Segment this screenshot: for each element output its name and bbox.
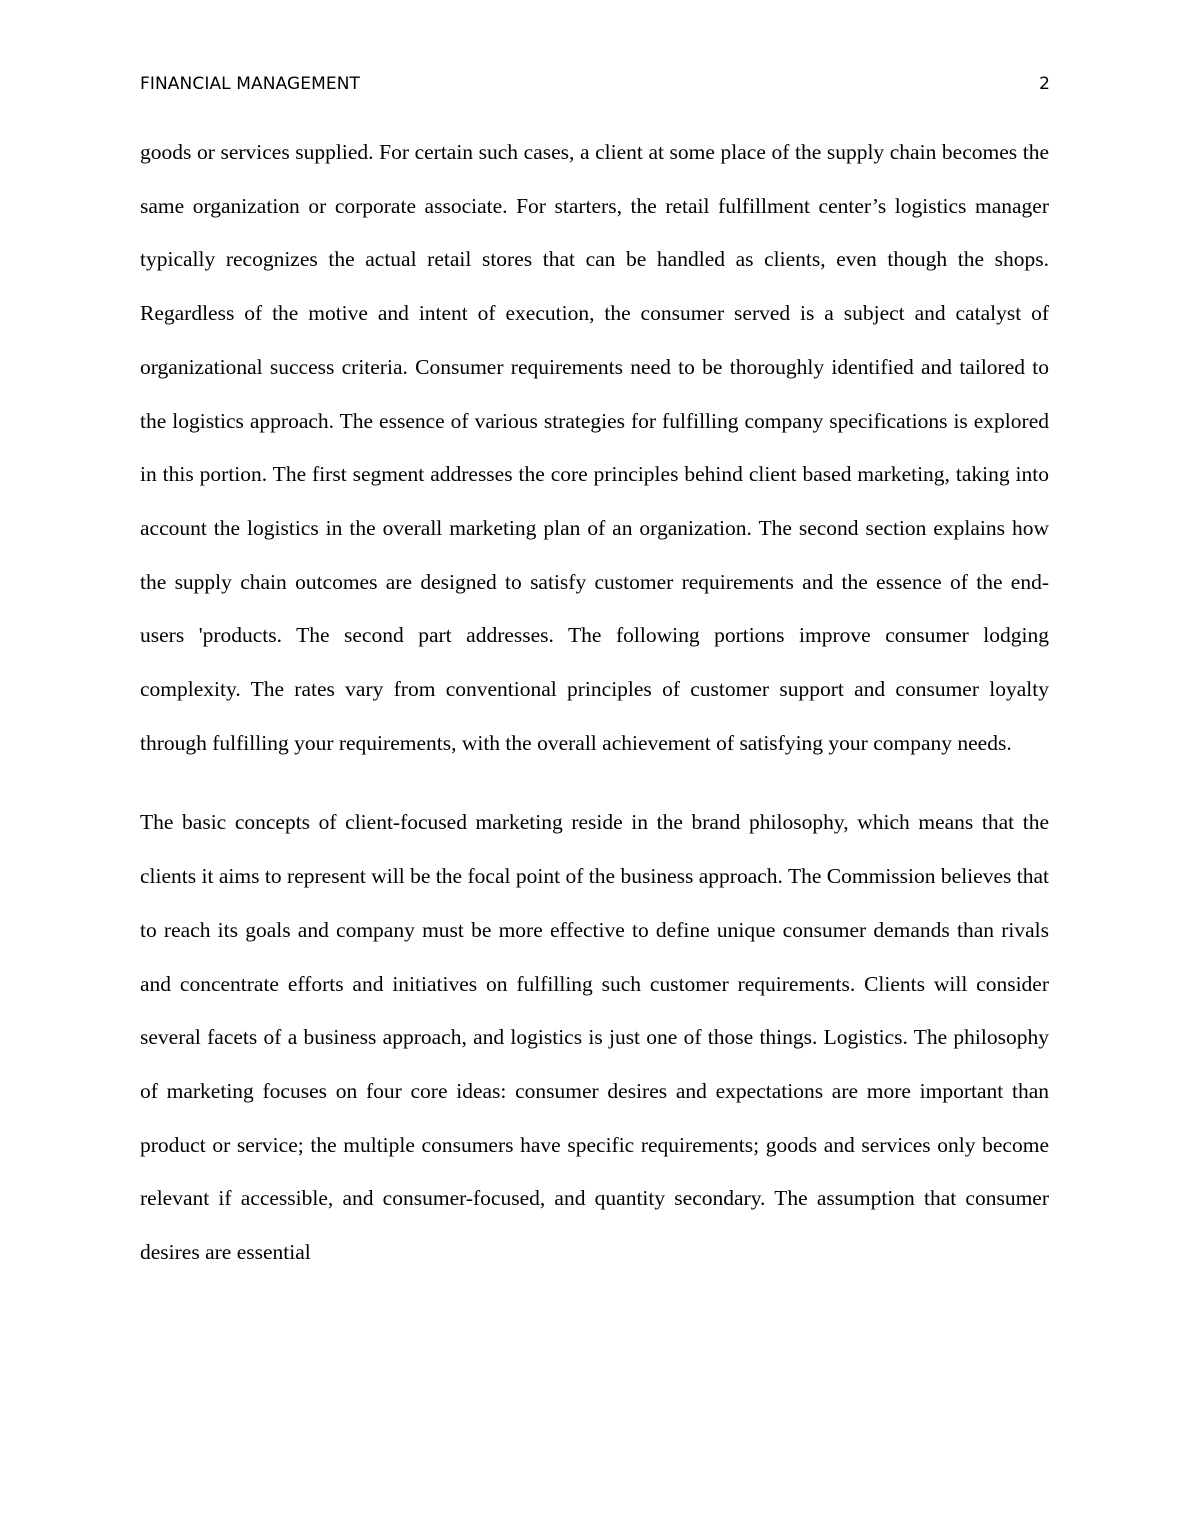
body-text	[140, 126, 1049, 1280]
running-head: FINANCIAL MANAGEMENT	[140, 74, 361, 94]
paragraph-2: The basic concepts of client-focused marketing reside in the brand philosophy, which means that the clients it aims to represent will be the focal point of the business approach. The Commission believes that to reach its goals and company must be more effective to define unique consumer demands than rivals and concentrate efforts and initiatives on fulfilling such customer requirements. Clients will consider several facets of a business approach, and logistics is just one of those things. Logistics. The philosophy of marketing focuses on four core ideas: consumer desires and expectations are more important than product or service; the multiple consumers have specific requirements; goods and services only become relevant if accessible, and consumer-focused, and quantity secondary. The assumption that consumer desires are essential	[140, 810, 1049, 1265]
paragraph-1: goods or services supplied. For certain such cases, a client at some place of the supply chain becomes the same organization or corporate associate. For starters, the retail fulfillment center’s logistics manager typically recognizes the actual retail stores that can be handled as clients, even though the shops. Regardless of the motive and intent of execution, the consumer served is a subject and catalyst of organizational success criteria. Consumer requirements need to be thoroughly identified and tailored to the logistics approach. The essence of various strategies for fulfilling company specifications is explored in this portion. The first segment addresses the core principles behind client based marketing, taking into account the logistics in the overall marketing plan of an organization. The second section explains how the supply chain outcomes are designed to satisfy customer requirements and the essence of the end-users 'products. The second part addresses. The following portions improve consumer lodging complexity. The rates vary from conventional principles of customer support and consumer loyalty through fulfilling your requirements, with the overall achievement of satisfying your company needs.	[140, 140, 1049, 755]
page-number: 2	[1039, 74, 1050, 94]
page-header	[140, 72, 1050, 96]
